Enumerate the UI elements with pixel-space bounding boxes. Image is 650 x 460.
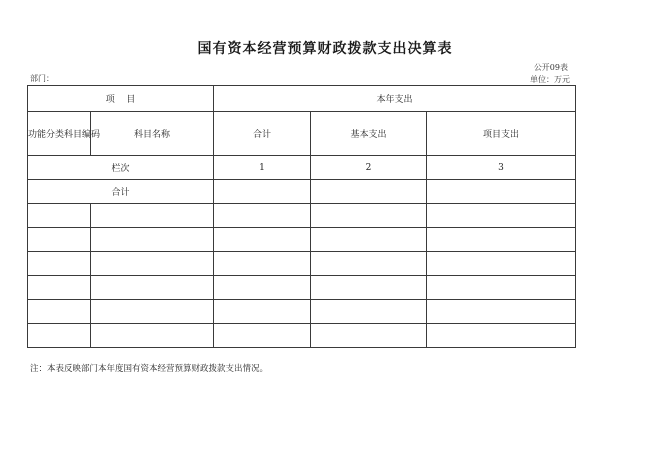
expenditure-table bbox=[27, 85, 576, 348]
department-label: 部门： bbox=[30, 74, 54, 83]
subject-name-header: 科目名称 bbox=[91, 112, 214, 156]
seq-row bbox=[28, 156, 576, 180]
table-cell bbox=[28, 324, 91, 348]
table-cell bbox=[91, 276, 214, 300]
table-cell bbox=[427, 204, 576, 228]
table-cell bbox=[28, 204, 91, 228]
footnote: 注：本表反映部门本年度国有资本经营预算财政拨款支出情况。 bbox=[30, 364, 269, 374]
header-row-2 bbox=[28, 112, 576, 156]
unit-label: 单位：万元 bbox=[530, 75, 570, 84]
current-year-header: 本年支出 bbox=[214, 86, 576, 112]
func-code-header: 功能分类科目编码 bbox=[28, 112, 91, 156]
table-cell bbox=[28, 228, 91, 252]
table-cell bbox=[311, 204, 427, 228]
table-cell bbox=[427, 276, 576, 300]
table-cell bbox=[214, 324, 311, 348]
table-cell bbox=[427, 300, 576, 324]
project-header: 项 目 bbox=[28, 86, 214, 112]
table-row bbox=[28, 252, 576, 276]
table-cell bbox=[214, 300, 311, 324]
table-cell bbox=[214, 228, 311, 252]
form-code: 公开09表 bbox=[533, 63, 568, 72]
table-cell bbox=[311, 252, 427, 276]
table-cell bbox=[427, 228, 576, 252]
table-cell bbox=[311, 300, 427, 324]
table-cell bbox=[214, 204, 311, 228]
seq-number: 3 bbox=[427, 156, 576, 180]
total-row-label: 合计 bbox=[28, 180, 214, 204]
seq-number: 2 bbox=[311, 156, 427, 180]
seq-label: 栏次 bbox=[28, 156, 214, 180]
table-cell bbox=[311, 228, 427, 252]
table-row bbox=[28, 204, 576, 228]
total-header: 合计 bbox=[214, 112, 311, 156]
table-cell bbox=[311, 324, 427, 348]
table-row bbox=[28, 324, 576, 348]
table-cell bbox=[91, 324, 214, 348]
project-expenditure-header: 项目支出 bbox=[427, 112, 576, 156]
table-row bbox=[28, 300, 576, 324]
table-cell bbox=[28, 300, 91, 324]
header-row-1 bbox=[28, 86, 576, 112]
table-cell bbox=[427, 324, 576, 348]
total-cell bbox=[427, 180, 576, 204]
table-cell bbox=[28, 252, 91, 276]
table-cell bbox=[214, 252, 311, 276]
table-cell bbox=[28, 276, 91, 300]
table-row bbox=[28, 228, 576, 252]
seq-number: 1 bbox=[214, 156, 311, 180]
total-cell bbox=[311, 180, 427, 204]
table-cell bbox=[91, 300, 214, 324]
table-cell bbox=[91, 228, 214, 252]
table-cell bbox=[91, 252, 214, 276]
table-cell bbox=[214, 276, 311, 300]
table-cell bbox=[427, 252, 576, 276]
total-cell bbox=[214, 180, 311, 204]
total-row bbox=[28, 180, 576, 204]
basic-expenditure-header: 基本支出 bbox=[311, 112, 427, 156]
blank-rows bbox=[28, 204, 576, 348]
table-cell bbox=[91, 204, 214, 228]
page-title: 国有资本经营预算财政拨款支出决算表 bbox=[197, 41, 453, 57]
table-row bbox=[28, 276, 576, 300]
table-cell bbox=[311, 276, 427, 300]
